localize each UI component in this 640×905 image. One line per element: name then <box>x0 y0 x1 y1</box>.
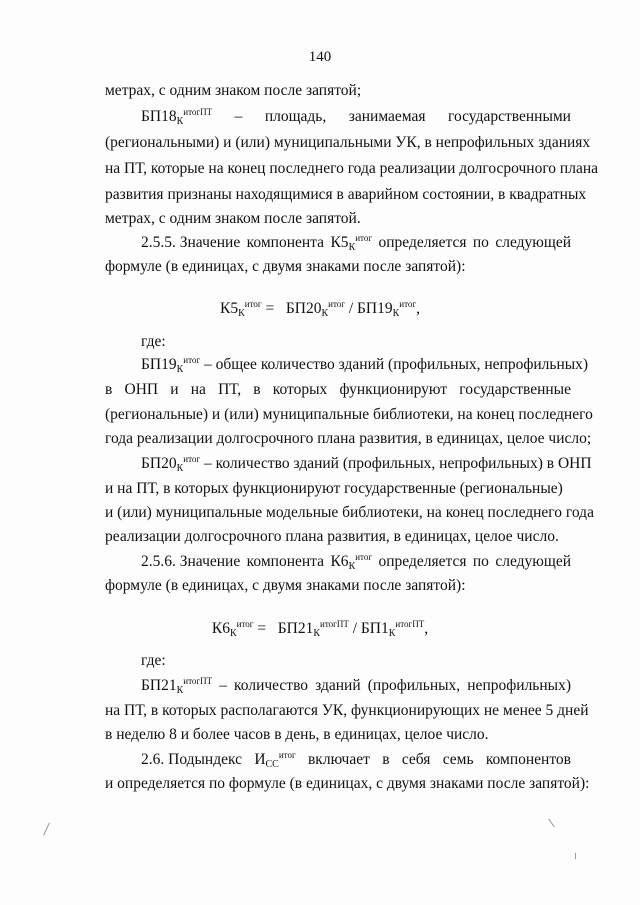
text-fragment: и определяется по формуле (в единицах, с двумя знаками после запятой): <box>105 775 590 792</box>
scan-mark <box>575 853 576 859</box>
symbol-bp21: $БП21_К^{итогПТ}$ <box>141 676 213 696</box>
text-fragment: семь <box>442 751 474 768</box>
text-line <box>141 750 571 770</box>
text-line <box>141 355 589 375</box>
text-line <box>105 209 571 229</box>
formula-k6: $К6_К^{итог}$ = $БП21_К^{итогПТ} / БП1_К^{итогПТ}$, <box>211 619 429 639</box>
symbol-k6: $К6_К^{итог}$ <box>330 552 373 572</box>
text-line <box>141 454 592 474</box>
text-fragment: – <box>219 677 227 694</box>
text-line <box>105 185 587 205</box>
text-fragment: в неделю 8 и более часов в день, в единицах, целое число. <box>105 726 489 743</box>
text-line <box>105 503 594 523</box>
text-fragment: ОНП <box>124 381 159 398</box>
text-fragment: компонента <box>246 553 325 570</box>
text-fragment: следующей <box>495 234 571 251</box>
text-line <box>105 576 571 596</box>
text-fragment: по <box>472 553 489 570</box>
text-fragment: следующей <box>495 553 571 570</box>
text-fragment: 2.5.6. Значение <box>141 553 241 570</box>
text-line <box>141 651 607 671</box>
text-fragment: где: <box>141 652 166 669</box>
text-line <box>105 133 591 153</box>
page-number: 140 <box>308 49 332 65</box>
text-fragment: 2.6. Подындекс <box>141 751 243 768</box>
text-fragment: компонентов <box>485 751 571 768</box>
text-fragment: и <box>170 381 179 398</box>
symbol-bp20: $БП20_К^{итог}$ <box>141 454 201 474</box>
text-fragment: количество <box>234 677 309 694</box>
text-fragment: развития признаны находящимися в аварийном состоянии, в квадратных <box>105 186 587 203</box>
text-line <box>141 233 571 253</box>
text-fragment: на ПТ, в которых располагаются УК, функционирующих не менее 5 дней <box>105 702 589 719</box>
text-fragment: и на ПТ, в которых функционируют государственные (региональные) <box>105 480 563 497</box>
text-fragment: формуле (в единицах, с двумя знаками после запятой): <box>105 577 466 594</box>
text-fragment: государственные <box>459 381 571 398</box>
text-fragment: и (или) муниципальные модельные библиотеки, на конец последнего года <box>105 504 594 521</box>
text-fragment: определяется <box>378 234 467 251</box>
text-line <box>105 257 571 277</box>
text-line <box>105 479 571 499</box>
text-fragment: себя <box>401 751 431 768</box>
text-line <box>141 552 571 572</box>
formula-k5: $К5_К^{итог}$ = $БП20_К^{итог} / БП19_К^{итог}$, <box>220 299 420 319</box>
symbol-icc: $И_{СС}^{итог}$ <box>254 750 296 770</box>
text-fragment: – общее количество зданий (профильных, непрофильных) <box>200 356 589 373</box>
text-fragment: функционируют <box>339 381 448 398</box>
text-fragment: (региональными) и (или) муниципальными УК, в непрофильных зданиях <box>105 134 591 151</box>
text-fragment: года реализации долгосрочного плана развития, в единицах, целое число; <box>105 430 592 447</box>
text-line <box>141 676 571 696</box>
text-fragment: площадь, <box>264 108 327 125</box>
text-fragment: зданий <box>315 677 361 694</box>
text-fragment: непрофильных) <box>467 677 571 694</box>
text-fragment: занимаемая <box>348 108 426 125</box>
text-line <box>105 527 571 547</box>
text-fragment: которых <box>272 381 328 398</box>
text-fragment: где: <box>141 333 166 350</box>
symbol-bp18: $БП18_К^{итогПТ}$ <box>141 107 213 127</box>
text-fragment: включает <box>307 751 370 768</box>
text-fragment: реализации долгосрочного плана развития, в единицах, целое число. <box>105 528 559 545</box>
text-fragment: (региональные) и (или) муниципальные библиотеки, на конец последнего <box>105 406 593 423</box>
symbol-bp19: $БП19_К^{итог}$ <box>141 355 201 375</box>
text-line <box>141 332 607 352</box>
scan-mark <box>43 822 50 835</box>
text-fragment: – количество зданий (профильных, непрофильных) в ОНП <box>200 455 592 472</box>
text-fragment: 2.5.5. Значение <box>141 234 241 251</box>
text-line <box>141 107 571 127</box>
text-line <box>105 429 592 449</box>
text-fragment: определяется <box>378 553 467 570</box>
text-fragment: в <box>105 381 113 398</box>
text-line <box>105 159 599 179</box>
text-line <box>105 774 590 794</box>
text-fragment: метрах, с одним знаком после запятой; <box>105 82 362 99</box>
text-fragment: государственными <box>448 108 571 125</box>
text-line <box>105 380 571 400</box>
text-fragment: (профильных, <box>367 677 461 694</box>
text-fragment: в <box>253 381 261 398</box>
symbol-k5: $К5_К^{итог}$ <box>330 233 373 253</box>
text-fragment: ПТ, <box>218 381 242 398</box>
text-fragment: на ПТ, которые на конец последнего года реализации долгосрочного плана <box>105 160 599 177</box>
text-line <box>105 701 589 721</box>
text-line <box>105 725 571 745</box>
text-fragment: метрах, с одним знаком после запятой. <box>105 210 361 227</box>
text-fragment: – <box>234 108 243 125</box>
text-line <box>105 405 593 425</box>
text-fragment: по <box>472 234 489 251</box>
text-fragment: на <box>190 381 206 398</box>
text-line <box>105 81 571 101</box>
text-fragment: компонента <box>246 234 325 251</box>
scan-mark <box>548 819 555 828</box>
text-fragment: в <box>382 751 390 768</box>
text-fragment: формуле (в единицах, с двумя знаками после запятой): <box>105 258 466 275</box>
